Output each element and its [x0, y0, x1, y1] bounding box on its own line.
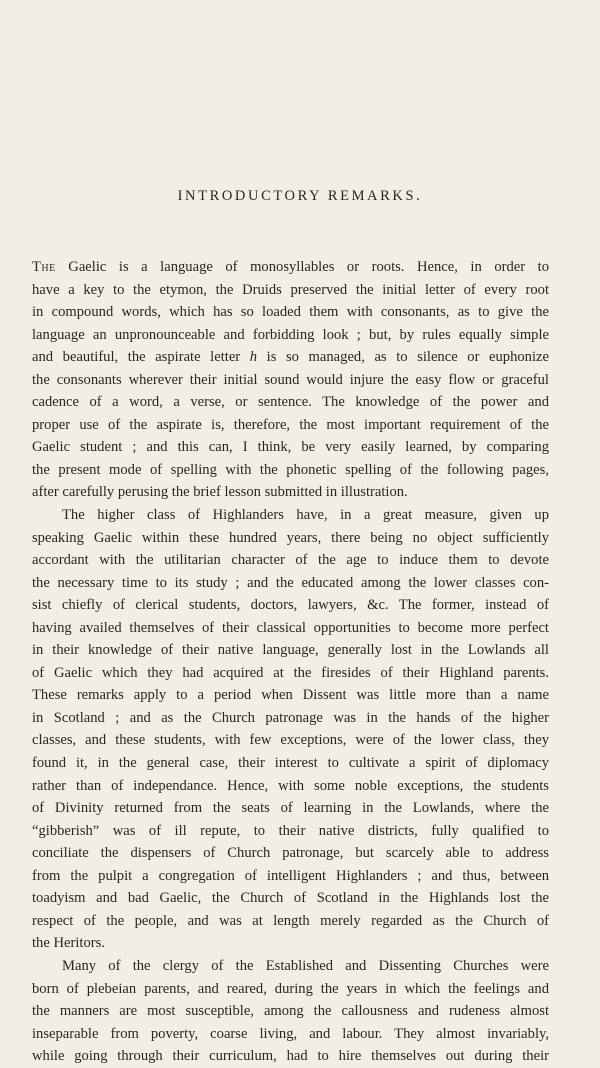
- text-line: the consonants wherever their initial sound would injure the easy flow or graceful: [32, 371, 549, 388]
- text-line: These remarks apply to a period when Dissent was little more than a name: [32, 687, 549, 704]
- text-line: the Heritors.: [32, 935, 105, 952]
- text-line: The Gaelic is a language of monosyllables or roots. Hence, in order to: [32, 259, 549, 275]
- text-line: inseparable from poverty, coarse living, and labour. They almost invariably,: [32, 1025, 549, 1042]
- text-line: Gaelic student ; and this can, I think, be very easily learned, by comparing: [32, 439, 549, 456]
- text-line: speaking Gaelic within these hundred years, there being no object sufficiently: [32, 529, 549, 546]
- text-line: cadence of a word, a verse, or sentence. The knowledge of the power and: [32, 394, 549, 411]
- text-line: proper use of the aspirate is, therefore, the most important requirement of the: [32, 416, 549, 433]
- text-line: in Scotland ; and as the Church patronage was in the hands of the higher: [32, 709, 549, 726]
- text-line: of Gaelic which they had acquired at the firesides of their Highland parents.: [32, 664, 549, 681]
- text-line: while going through their curriculum, had to hire themselves out during their: [32, 1048, 549, 1065]
- text-line: and beautiful, the aspirate letter h is so managed, as to silence or euphonize: [32, 349, 549, 366]
- text-line: conciliate the dispensers of Church patronage, but scarcely able to address: [32, 845, 549, 862]
- aspirate-letter: h: [249, 349, 258, 366]
- text-line: found it, in the general case, their interest to cultivate a spirit of diplomacy: [32, 755, 549, 772]
- text-line: Many of the clergy of the Established and Dissenting Churches were: [62, 957, 549, 974]
- text-line: in compound words, which has so loaded them with consonants, as to give the: [32, 304, 549, 321]
- drop-word: The: [32, 259, 56, 275]
- body-text: [32, 256, 549, 1068]
- text-line: classes, and these students, with few exceptions, were of the lower class, they: [32, 732, 549, 749]
- text-line: language an unpronounceable and forbidding look ; but, by rules equally simple: [32, 326, 549, 343]
- text-line: in their knowledge of their native language, generally lost in the Lowlands all: [32, 642, 549, 659]
- text-line: born of plebeian parents, and reared, during the years in which the feelings and: [32, 980, 549, 997]
- text-line: having availed themselves of their classical opportunities to become more perfect: [32, 619, 549, 636]
- text-line: respect of the people, and was at length merely regarded as the Church of: [32, 912, 549, 929]
- text-line: from the pulpit a congregation of intelligent Highlanders ; and thus, between: [32, 867, 549, 884]
- text-line: the necessary time to its study ; and the educated among the lower classes con-: [32, 574, 549, 591]
- text-line: the present mode of spelling with the phonetic spelling of the following pages,: [32, 461, 549, 478]
- text-line: of Divinity returned from the seats of learning in the Lowlands, where the: [32, 800, 549, 817]
- text-line: have a key to the etymon, the Druids preserved the initial letter of every root: [32, 281, 549, 298]
- text-line: The higher class of Highlanders have, in a great measure, given up: [62, 507, 549, 524]
- text-line: sist chiefly of clerical students, doctors, lawyers, &c. The former, instead of: [32, 597, 549, 614]
- text-line: rather than of independance. Hence, with some noble exceptions, the students: [32, 777, 549, 794]
- text-line: accordant with the utilitarian character of the age to induce them to devote: [32, 552, 549, 569]
- text-line: after carefully perusing the brief lesson submitted in illustration.: [32, 484, 408, 501]
- text-line: the manners are most susceptible, among the callousness and rudeness almost: [32, 1003, 549, 1020]
- text-line: toadyism and bad Gaelic, the Church of Scotland in the Highlands lost the: [32, 890, 549, 907]
- text-line: “gibberish” was of ill repute, to their native districts, fully qualified to: [32, 822, 549, 839]
- page-title: INTRODUCTORY REMARKS.: [177, 188, 423, 204]
